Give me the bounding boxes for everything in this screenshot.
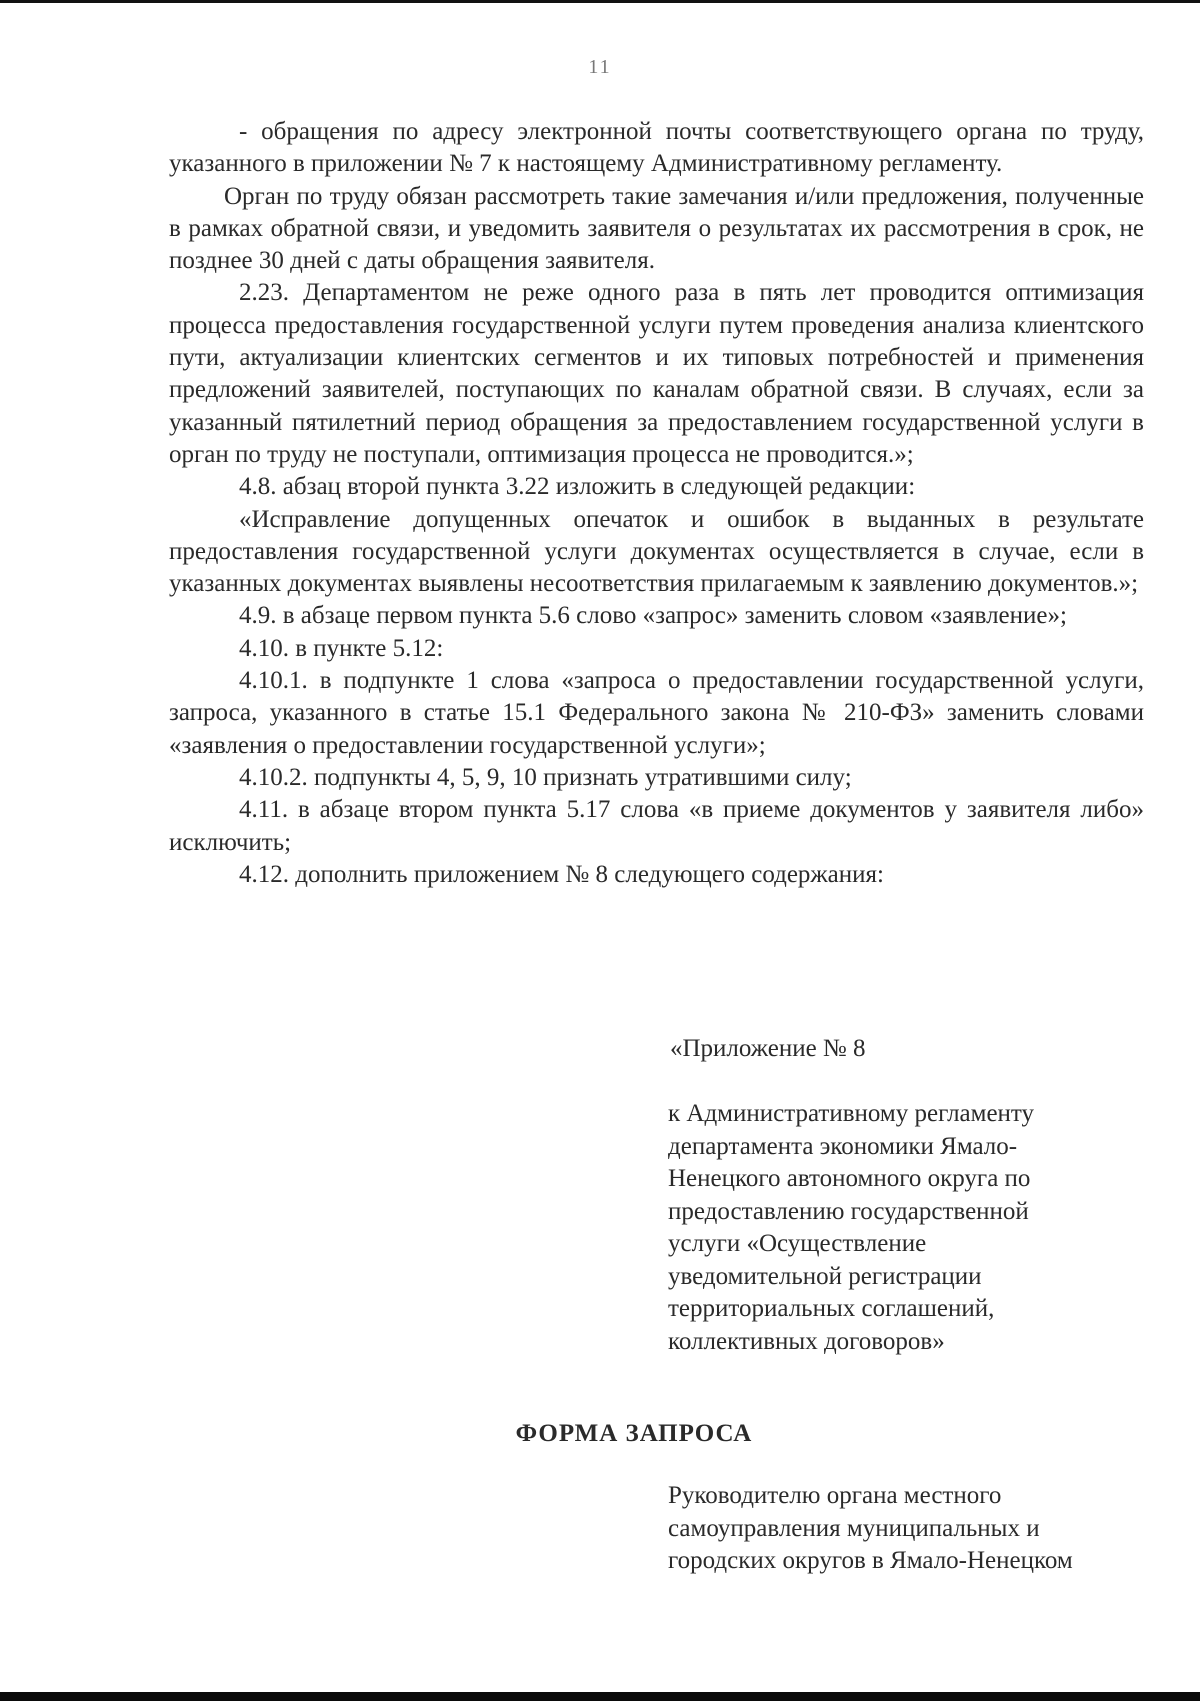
paragraph-4-9: 4.9. в абзаце первом пункта 5.6 слово «запрос» заменить словом «заявление»; [239, 602, 1067, 630]
paragraph-4-8: 4.8. абзац второй пункта 3.22 изложить в следующей редакции: [239, 473, 916, 501]
scan-border-bottom [0, 1692, 1200, 1701]
paragraph-email-appeal: - обращения по адресу электронной почты соответствующего органа по труду, указанного в приложении № 7 к настоящему Административному регламенту. [169, 118, 1144, 178]
paragraph-feedback-review: Орган по труду обязан рассмотреть такие замечания и/или предложения, полученные в рамках обратной связи, и уведомить заявителя о результатах их рассмотрения в срок, не позднее 30 дней с даты обращения заявителя. [169, 182, 1144, 275]
annex-title: «Приложение № 8 [670, 1035, 866, 1062]
paragraph-4-11: 4.11. в абзаце втором пункта 5.17 слова «в приеме документов у заявителя либо» исключить; [169, 796, 1144, 856]
paragraph-4-10-1: 4.10.1. в подпункте 1 слова «запроса о предоставлении государственной услуги, запроса, указанного в статье 15.1 Федерального закона № 210-ФЗ» заменить словами «заявления о предоставлении государственной услуги»; [169, 667, 1144, 759]
page-number: 11 [588, 56, 612, 78]
paragraph-2-23: 2.23. Департаментом не реже одного раза в пять лет проводится оптимизация процесса предоставления государственной услуги путем проведения анализа клиентского пути, актуализации клиентских сегментов и их типовых потребностей и применения предложений заявителей, поступающих по каналам обратной связи. В случаях, если за указанный пятилетний период обращения за предоставлением государственной услуги в орган по труду не поступали, оптимизация процесса не проводится.»; [169, 279, 1144, 468]
paragraph-4-10: 4.10. в пункте 5.12: [239, 634, 444, 662]
scan-border-top [0, 0, 1200, 3]
paragraph-4-10-2: 4.10.2. подпункты 4, 5, 9, 10 признать утратившими силу; [239, 763, 852, 791]
paragraph-correction-quote: «Исправление допущенных опечаток и ошибок в выданных в результате предоставления государственной услуги документах осуществляется в случае, если в указанных документах выявлены несоответствия прилагаемым к заявлению документов.»; [169, 505, 1144, 598]
paragraph-4-12: 4.12. дополнить приложением № 8 следующего содержания: [239, 860, 884, 888]
document-body [169, 116, 1144, 891]
annex-reference: к Административному регламенту департамента экономики Ямало- Ненецкого автономного округа по предоставлению государственной услуги «Осуществление уведомительной регистрации территориальных соглашений, коллективных договоров» [668, 1100, 1035, 1355]
addressee-block: Руководителю органа местного самоуправления муниципальных и городских округов в Ямало-Ненецком [668, 1482, 1073, 1574]
form-title: ФОРМА ЗАПРОСА [515, 1420, 753, 1447]
